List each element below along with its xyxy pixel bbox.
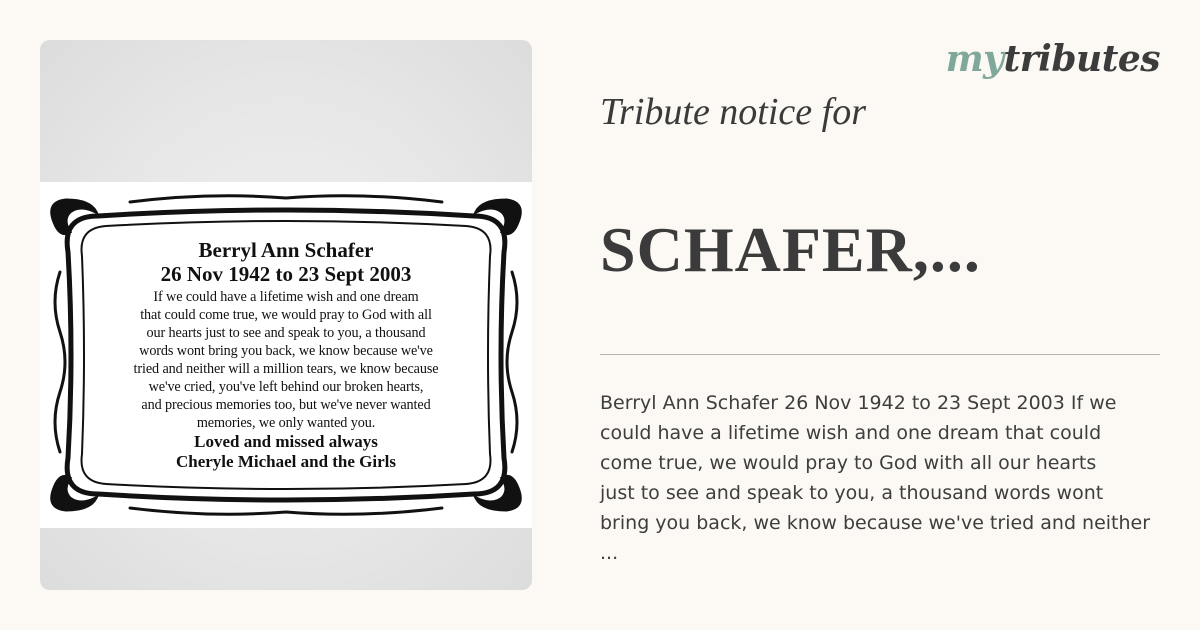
notice-body-line: memories, we only wanted you. (196, 415, 376, 431)
notice-closing-line: Cheryle Michael and the Girls (175, 452, 397, 471)
notice-body-line: that could come true, we would pray to God with all (140, 307, 432, 323)
excerpt-line: could have a lifetime wish and one dream that could (600, 422, 1102, 444)
notice-body-line: we've cried, you've left behind our broken hearts, (148, 379, 424, 395)
divider (600, 354, 1160, 355)
notice-body (108, 288, 464, 432)
notice-body-line: tried and neither will a million tears, we know because (133, 361, 439, 377)
notice-body-line: If we could have a lifetime wish and one dream (153, 289, 419, 305)
notice-excerpt (600, 388, 1180, 568)
notice-body-line: and precious memories too, but we've never wanted (141, 397, 431, 413)
notice-body-line: our hearts just to see and speak to you, a thousand (146, 325, 426, 341)
notice-text (108, 238, 464, 472)
excerpt-line: just to see and speak to you, a thousand words wont (600, 482, 1104, 504)
mytributes-logo[interactable] (946, 34, 1160, 84)
notice-closing (108, 432, 464, 472)
notice-closing-line: Loved and missed always (194, 432, 378, 451)
page-intro: Tribute notice for (600, 91, 866, 133)
excerpt-line: come true, we would pray to God with all our hearts (600, 452, 1097, 474)
notice-sheet (40, 182, 532, 528)
logo-my: my (945, 38, 1004, 80)
excerpt-line: Berryl Ann Schafer 26 Nov 1942 to 23 Sept 2003 If we (600, 392, 1117, 414)
notice-body-line: words wont bring you back, we know because we've (139, 343, 433, 359)
excerpt-ellipsis: ... (600, 542, 619, 564)
notice-name: Berryl Ann Schafer (198, 238, 374, 262)
logo-tributes: tributes (1003, 38, 1160, 80)
notice-dates: 26 Nov 1942 to 23 Sept 2003 (160, 262, 412, 286)
notice-image (40, 40, 532, 590)
page-title: SCHAFER,... (600, 214, 981, 285)
excerpt-line: bring you back, we know because we've tried and neither (600, 512, 1151, 534)
